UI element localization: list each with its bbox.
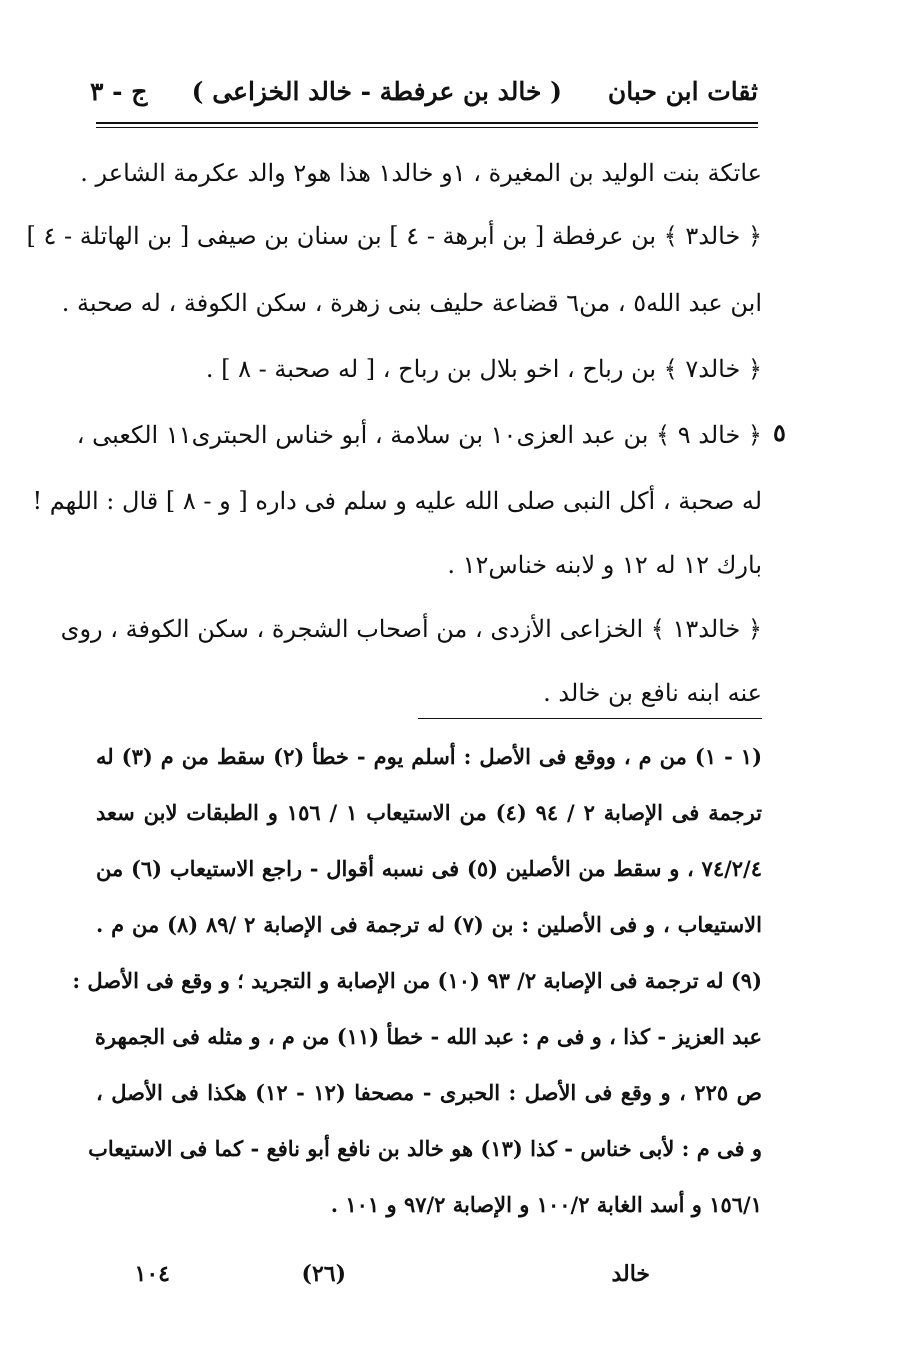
footnote-line: ١٥٦/١ و أسد الغابة ١٠٠/٢ و الإصابة ٩٧/٢ و ١٠١ . bbox=[330, 1192, 762, 1217]
line-number-marker: ٥ bbox=[773, 418, 786, 447]
text-line: ﴿ خالد٣ ﴾ بن عرفطة [ بن أبرهة - ٤ ] بن سنان بن صيفى [ بن الهاتلة - ٤ ] bbox=[26, 222, 762, 250]
entry-range: ( خالد بن عرفطة - خالد الخزاعى ) bbox=[191, 77, 562, 106]
signature-mark: (٢٦) bbox=[301, 1261, 346, 1287]
footnote-line: ٧٤/٢/٤ ، و سقط من الأصلين (٥) فى نسبه أقوال - راجع الاستيعاب (٦) من bbox=[96, 856, 763, 881]
page-footer bbox=[90, 1254, 650, 1294]
text-line: ابن عبد الله٥ ، من٦ قضاعة حليف بنى زهرة ، سكن الكوفة ، له صحبة . bbox=[61, 289, 762, 317]
book-title: ثقات ابن حبان bbox=[607, 77, 758, 106]
text-line: ﴿ خالد ٩ ﴾ بن عبد العزى١٠ بن سلامة ، أبو خناس الحبترى١١ الكعبى ، bbox=[76, 421, 762, 449]
footnote-line: (١ - ١) من م ، ووقع فى الأصل : أسلم يوم - خطأ (٢) سقط من م (٣) له bbox=[96, 744, 763, 769]
text-line: عاتكة بنت الوليد بن المغيرة ، ١و خالد١ هذا هو٢ والد عكرمة الشاعر . bbox=[80, 159, 762, 187]
footnote-line: و فى م : لأبى خناس - كذا (١٣) هو خالد بن نافع أبو نافع - كما فى الاستيعاب bbox=[88, 1136, 762, 1161]
text-line: ﴿ خالد١٣ ﴾ الخزاعى الأزدى ، من أصحاب الشجرة ، سكن الكوفة ، روى bbox=[60, 615, 762, 643]
footnote-line: الاستيعاب ، و فى الأصلين : بن (٧) له ترجمة فى الإصابة ٢ /٨٩ (٨) من م . bbox=[96, 912, 762, 937]
text-line: ﴿ خالد٧ ﴾ بن رباح ، اخو بلال بن رباح ، [ له صحبة - ٨ ] . bbox=[205, 355, 762, 383]
text-line: بارك ١٢ له ١٢ و لابنه خناس١٢ . bbox=[447, 551, 762, 579]
footnote-line: عبد العزيز - كذا ، و فى م : عبد الله - خطأ (١١) من م ، و مثله فى الجمهرة bbox=[94, 1024, 762, 1049]
footnote-line: ترجمة فى الإصابة ٢ / ٩٤ (٤) من الاستيعاب ١ / ١٥٦ و الطبقات لابن سعد bbox=[96, 800, 763, 825]
header-rule-thick bbox=[96, 122, 758, 124]
footnote-line: (٩) له ترجمة فى الإصابة ٢/ ٩٣ (١٠) من الإصابة و التجريد ؛ و وقع فى الأصل : bbox=[72, 968, 762, 993]
page-number: ١٠٤ bbox=[134, 1261, 170, 1287]
volume-label: ج - ٣ bbox=[90, 77, 148, 106]
running-header bbox=[90, 72, 758, 112]
header-rule-thin bbox=[96, 127, 758, 128]
catchword: خالد bbox=[611, 1261, 650, 1287]
footnote-line: ص ٢٢٥ ، و وقع فى الأصل : الحبرى - مصحفا (١٢ - ١٢) هكذا فى الأصل ، bbox=[96, 1080, 762, 1105]
footnote-separator bbox=[418, 718, 762, 719]
text-line: له صحبة ، أكل النبى صلى الله عليه و سلم فى داره [ و - ٨ ] قال : اللهم ! bbox=[32, 487, 762, 515]
text-line: عنه ابنه نافع بن خالد . bbox=[543, 679, 762, 707]
